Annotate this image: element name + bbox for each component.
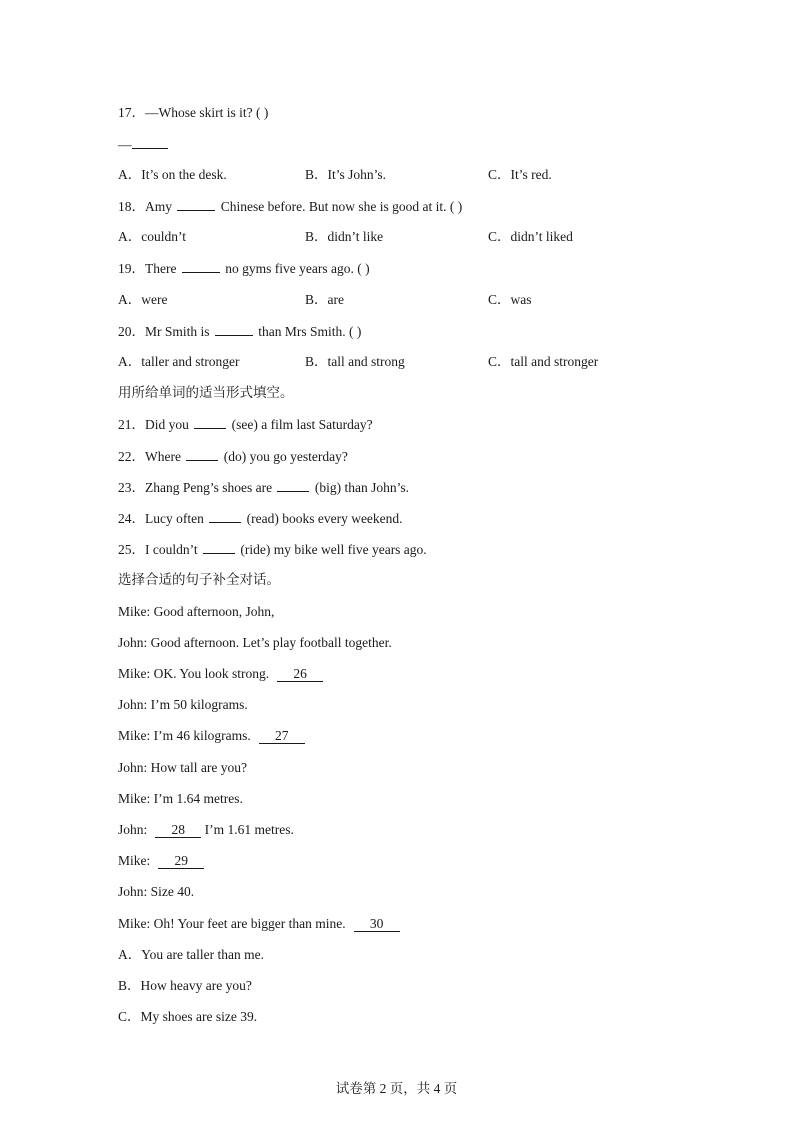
answer-blank[interactable] — [215, 322, 253, 336]
dialog-line: John: Size 40. — [118, 884, 195, 899]
question-19-stem — [118, 259, 370, 278]
choice-a[interactable]: A．You are taller than me. — [118, 947, 264, 962]
stem-end: (ride) my bike well five years ago. — [240, 542, 427, 557]
blank-28[interactable]: 28 — [155, 822, 201, 838]
blank-29[interactable]: 29 — [158, 853, 204, 869]
option-a[interactable]: A．taller and stronger — [118, 354, 240, 369]
dialog-line: John: Good afternoon. Let’s play football together. — [118, 635, 392, 650]
stem-start: 22．Where — [118, 449, 181, 464]
stem-start: 19．There — [118, 261, 177, 276]
option-c[interactable]: C．tall and stronger — [488, 354, 599, 369]
option-b[interactable]: B．didn’t like — [305, 229, 384, 244]
choice-b[interactable]: B．How heavy are you? — [118, 978, 252, 993]
answer-blank[interactable] — [177, 197, 215, 211]
dialog-line — [118, 852, 204, 870]
question-20-stem — [118, 322, 361, 341]
question-17-stem: 17．—Whose skirt is it? ( ) — [118, 105, 269, 120]
option-b[interactable]: B．It’s John’s. — [305, 167, 387, 182]
dialog-line: John: How tall are you? — [118, 760, 247, 775]
option-a[interactable]: A．It’s on the desk. — [118, 167, 227, 182]
question-25 — [118, 540, 427, 559]
option-a[interactable]: A．were — [118, 292, 168, 307]
stem-end: (do) you go yesterday? — [223, 449, 348, 464]
answer-blank[interactable] — [186, 447, 218, 461]
dialog-line — [118, 665, 323, 683]
dialog-line — [118, 821, 294, 839]
option-a[interactable]: A．couldn’t — [118, 229, 186, 244]
option-c[interactable]: C．didn’t liked — [488, 229, 573, 244]
blank-30[interactable]: 30 — [354, 916, 400, 932]
dialog-text: Mike: I’m 46 kilograms. — [118, 728, 251, 743]
blank-26[interactable]: 26 — [277, 666, 323, 682]
dialog-text: Mike: Oh! Your feet are bigger than mine. — [118, 916, 346, 931]
option-b[interactable]: B．are — [305, 292, 344, 307]
dialog-text: I’m 1.61 metres. — [204, 822, 294, 837]
dialog-speaker: John: — [118, 822, 148, 837]
question-22 — [118, 447, 348, 466]
answer-blank[interactable] — [182, 259, 220, 273]
question-21 — [118, 415, 373, 434]
page-footer: 试卷第 2 页，共 4 页 — [335, 1081, 458, 1096]
question-24 — [118, 509, 403, 528]
option-c[interactable]: C．was — [488, 292, 532, 307]
stem-start: 21．Did you — [118, 417, 189, 432]
choice-c[interactable]: C．My shoes are size 39. — [118, 1009, 258, 1024]
dialog-line — [118, 915, 400, 933]
answer-blank[interactable] — [209, 509, 241, 523]
answer-blank[interactable] — [203, 540, 235, 554]
blank-27[interactable]: 27 — [259, 728, 305, 744]
answer-blank[interactable] — [194, 415, 226, 429]
question-17-answer-line — [118, 135, 168, 154]
answer-blank[interactable] — [132, 135, 168, 149]
stem-end: no gyms five years ago. ( ) — [225, 261, 370, 276]
option-b[interactable]: B．tall and strong — [305, 354, 405, 369]
answer-blank[interactable] — [277, 478, 309, 492]
question-23 — [118, 478, 409, 497]
stem-end: than Mrs Smith. ( ) — [258, 324, 362, 339]
dialog-line: Mike: I’m 1.64 metres. — [118, 791, 243, 806]
dialog-line — [118, 727, 305, 745]
stem-start: 24．Lucy often — [118, 511, 204, 526]
option-c[interactable]: C．It’s red. — [488, 167, 552, 182]
dialog-text: Mike: OK. You look strong. — [118, 666, 270, 681]
dialog-line: Mike: Good afternoon, John, — [118, 604, 275, 619]
stem-end: (see) a film last Saturday? — [231, 417, 373, 432]
stem-start: 20．Mr Smith is — [118, 324, 210, 339]
question-18-stem — [118, 197, 462, 216]
section-title-dialog: 选择合适的句子补全对话。 — [118, 572, 280, 587]
dialog-line: John: I’m 50 kilograms. — [118, 697, 248, 712]
stem-end: Chinese before. But now she is good at it. ( ) — [220, 199, 463, 214]
stem-start: 18．Amy — [118, 199, 172, 214]
stem-end: (big) than John’s. — [314, 480, 409, 495]
dialog-speaker: Mike: — [118, 853, 151, 868]
stem-start: 23．Zhang Peng’s shoes are — [118, 480, 273, 495]
dash: — — [118, 137, 132, 152]
section-title-fill-in: 用所给单词的适当形式填空。 — [118, 385, 294, 400]
stem-start: 25．I couldn’t — [118, 542, 198, 557]
stem-end: (read) books every weekend. — [246, 511, 403, 526]
